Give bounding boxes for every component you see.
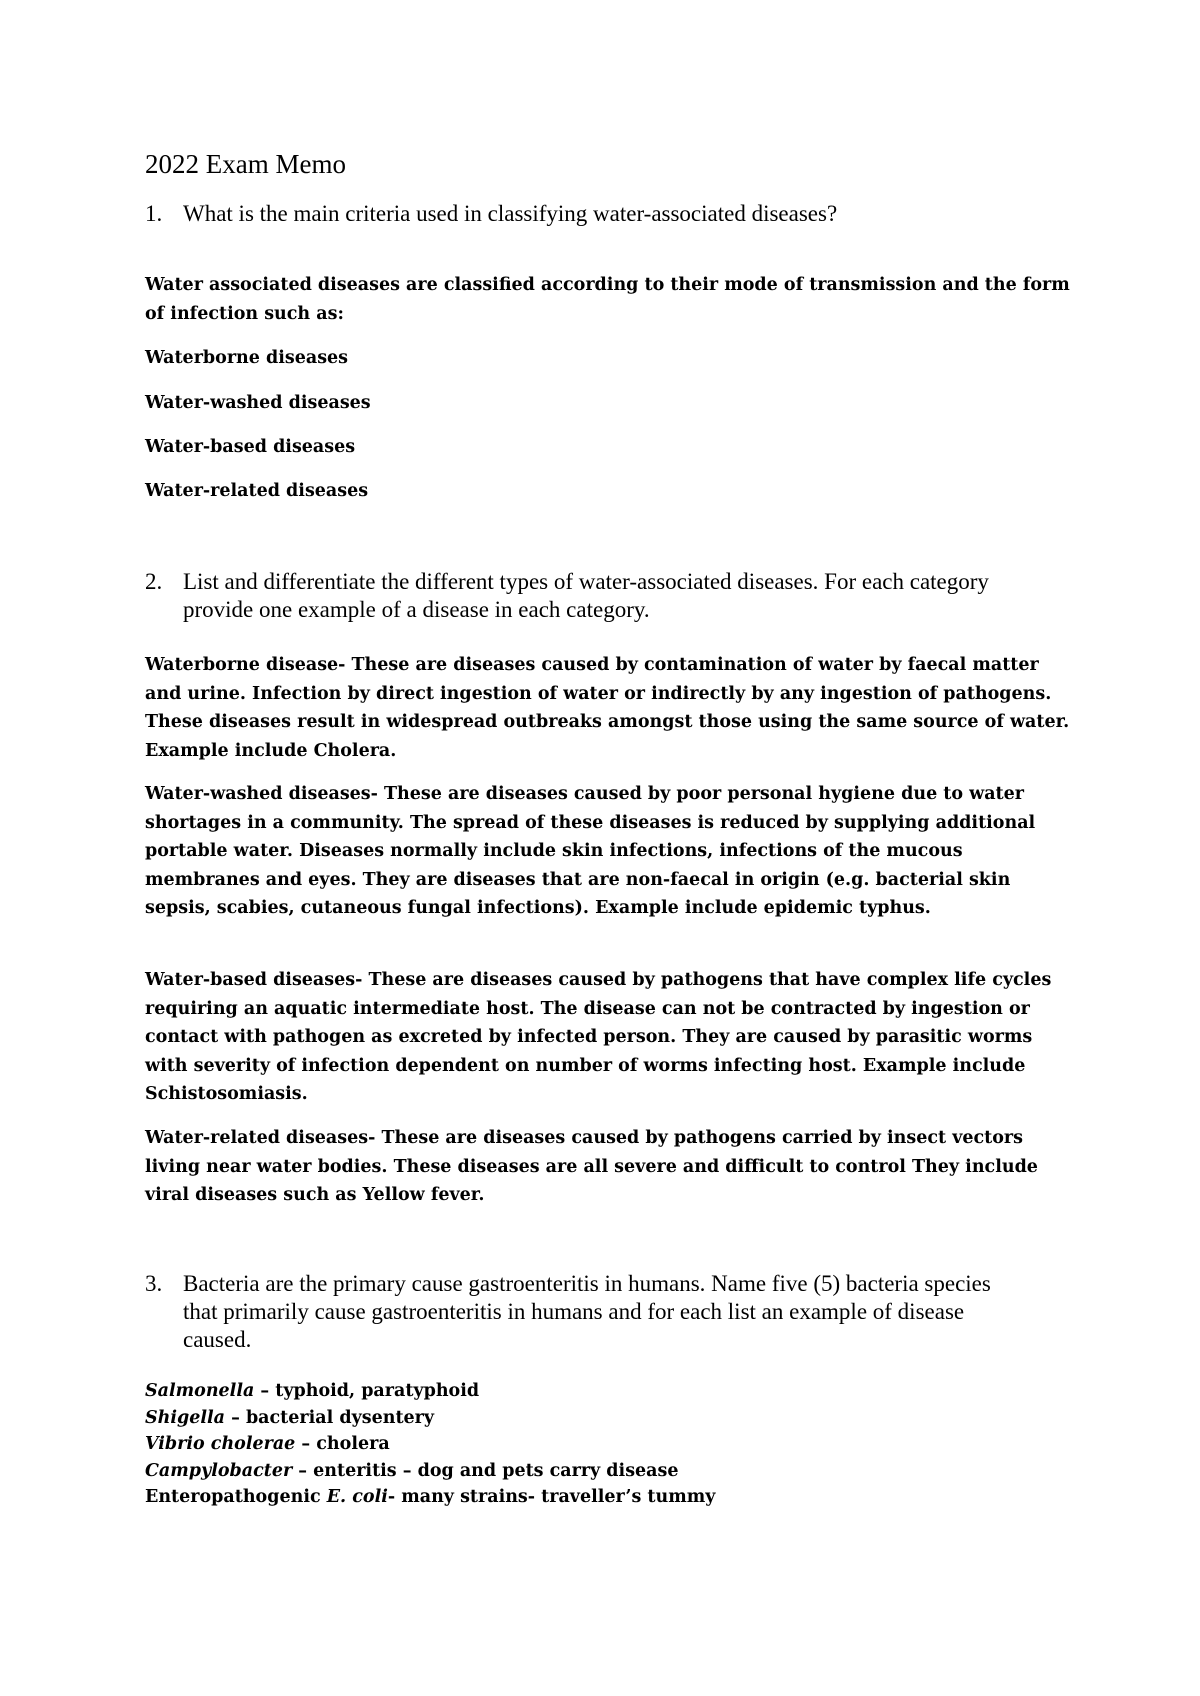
paragraph-water-washed: Water-washed diseases- These are diseases caused by poor personal hygiene due to water shortages in a community. The spread of these diseases is reduced by supplying additional portable water. Diseases normally include skin infections, infections of the mucous membranes and eyes. They are diseases that are non-faecal in origin (e.g. bacterial skin sepsis, scabies, cutaneous fungal infections). Example include epidemic typhus. [145, 784, 1036, 918]
question-3 [145, 1270, 1023, 1354]
answer-1-item [145, 477, 1080, 506]
answer-1-item [145, 344, 1080, 373]
answer-1-item [145, 389, 1080, 418]
list-item: Salmonella – typhoid, paratyphoid [145, 1381, 480, 1401]
question-1-number: 1. [145, 201, 163, 226]
bacteria-list [145, 1378, 1080, 1511]
question-1 [145, 200, 1023, 228]
species-name: Salmonella [145, 1381, 255, 1401]
question-2-number: 2. [145, 569, 163, 594]
question-3-text: Bacteria are the primary cause gastroenteritis in humans. Name five (5) bacteria species that primarily cause gastroenteritis in humans and for each list an example of disease caused. [183, 1271, 991, 1352]
answer-1-item [145, 433, 1080, 462]
species-name: Vibrio cholerae [145, 1434, 296, 1454]
list-item: Vibrio cholerae – cholera [145, 1434, 390, 1454]
list-item: Water-based diseases [145, 437, 356, 457]
list-item: Enteropathogenic E. coli- many strains- traveller’s tummy [145, 1487, 716, 1507]
list-item: Shigella – bacterial dysentery [145, 1407, 435, 1428]
species-name: Shigella [145, 1407, 226, 1428]
paragraph-waterborne: Waterborne disease- These are diseases caused by contamination of water by faecal matter and urine. Infection by direct ingestion of water or indirectly by any ingestion of pathogens. These diseases result in widespread outbreaks amongst those using the same source of water. Example include Cholera. [145, 655, 1070, 761]
answer-1-intro: Water associated diseases are classified according to their mode of transmission and the form of infection such as: [145, 275, 1070, 324]
list-item: Water-related diseases [145, 481, 369, 501]
answer-2-paragraph [145, 780, 1080, 923]
answer-2-paragraph [145, 651, 1080, 765]
question-1-text: What is the main criteria used in classifying water-associated diseases? [183, 201, 838, 226]
answer-1 [145, 271, 1080, 328]
question-3-number: 3. [145, 1271, 163, 1296]
species-name: E. coli [326, 1487, 388, 1507]
document-title: 2022 Exam Memo [145, 149, 346, 179]
list-item: Water-washed diseases [145, 393, 371, 413]
answer-2-paragraph [145, 966, 1080, 1109]
paragraph-water-related: Water-related diseases- These are diseases caused by pathogens carried by insect vectors living near water bodies. These diseases are all severe and difficult to control They include viral diseases such as Yellow fever. [145, 1128, 1038, 1205]
question-2-text: List and differentiate the different types of water-associated diseases. For each category provide one example of a disease in each category. [183, 569, 989, 622]
answer-2-paragraph [145, 1124, 1080, 1210]
list-item: Campylobacter – enteritis – dog and pets carry disease [145, 1460, 679, 1481]
list-item: Waterborne diseases [145, 348, 349, 368]
species-name: Campylobacter [145, 1460, 293, 1481]
paragraph-water-based: Water-based diseases- These are diseases caused by pathogens that have complex life cycles requiring an aquatic intermediate host. The disease can not be contracted by ingestion or contact with pathogen as excreted by infected person. They are caused by parasitic worms with severity of infection dependent on number of worms infecting host. Example include Schistosomiasis. [145, 970, 1052, 1104]
question-2 [145, 568, 1023, 624]
